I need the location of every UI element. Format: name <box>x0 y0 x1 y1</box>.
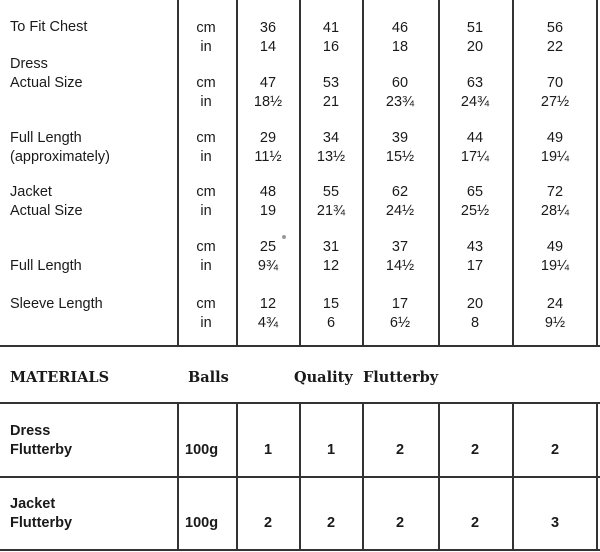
unit-cm: cm <box>196 75 216 91</box>
cell-in: 19¼ <box>540 149 570 165</box>
cell-cm: 15 <box>322 296 340 312</box>
col-rule-4-lower <box>362 403 364 551</box>
cell-in: 15½ <box>385 149 415 165</box>
ball-count: 1 <box>263 442 273 458</box>
ball-count: 2 <box>470 442 480 458</box>
unit-cm: cm <box>196 20 216 36</box>
col-rule-6 <box>512 0 514 346</box>
cell-in: 19 <box>259 203 277 219</box>
col-rule-2 <box>236 0 238 346</box>
material-row-label: Jacket <box>10 496 56 512</box>
row-label: Dress <box>10 56 48 72</box>
cell-cm: 41 <box>322 20 340 36</box>
row-label-line2: Actual Size <box>10 203 83 219</box>
unit-cm: cm <box>196 239 216 255</box>
cell-in: 11½ <box>254 149 282 165</box>
cell-cm: 31 <box>322 239 340 255</box>
unit-cm: cm <box>196 184 216 200</box>
cell-in: 14 <box>259 39 277 55</box>
cell-in: 21 <box>322 94 340 110</box>
cell-cm: 55 <box>322 184 340 200</box>
cell-in: 20 <box>466 39 484 55</box>
cell-cm: 39 <box>391 130 409 146</box>
cell-in: 18 <box>391 39 409 55</box>
cell-in: 28¼ <box>540 203 570 219</box>
quality-heading: Quality <box>294 369 353 386</box>
material-row-yarn: Flutterby <box>10 515 73 531</box>
cell-in: 18½ <box>253 94 283 110</box>
ball-count: 3 <box>550 515 560 531</box>
cell-in: 6 <box>326 315 336 331</box>
cell-cm: 56 <box>546 20 564 36</box>
col-rule-4 <box>362 0 364 346</box>
material-row-yarn: Flutterby <box>10 442 73 458</box>
cell-in: 13½ <box>316 149 346 165</box>
unit-in: in <box>200 94 212 110</box>
materials-heading: MATERIALS <box>10 369 110 386</box>
cell-in: 21¾ <box>316 203 346 219</box>
col-rule-6-lower <box>512 403 514 551</box>
cell-cm: 34 <box>322 130 340 146</box>
ball-count: 2 <box>395 442 405 458</box>
cell-cm: 49 <box>546 130 564 146</box>
cell-in: 24¾ <box>460 94 490 110</box>
cell-cm: 65 <box>466 184 484 200</box>
cell-in: 22 <box>546 39 564 55</box>
cell-cm: 44 <box>466 130 484 146</box>
row-label-line2: Actual Size <box>10 75 83 91</box>
cell-cm: 36 <box>259 20 277 36</box>
cell-cm: 46 <box>391 20 409 36</box>
unit-in: in <box>200 258 212 274</box>
unit-in: in <box>200 203 212 219</box>
row-label: Sleeve Length <box>10 296 103 312</box>
cell-cm: 43 <box>466 239 484 255</box>
cell-in: 12 <box>322 258 340 274</box>
ball-count: 2 <box>395 515 405 531</box>
cell-cm: 12 <box>259 296 277 312</box>
row-label-line2: (approximately) <box>10 149 110 165</box>
col-rule-2-lower <box>236 403 238 551</box>
balls-heading: Balls <box>188 369 229 386</box>
ball-count: 2 <box>550 442 560 458</box>
cell-in: 4¾ <box>257 315 279 331</box>
cell-cm: 70 <box>546 75 564 91</box>
cell-cm: 24 <box>546 296 564 312</box>
cell-in: 23¾ <box>385 94 415 110</box>
cell-in: 16 <box>322 39 340 55</box>
cell-cm: 29 <box>259 130 277 146</box>
col-rule-5-lower <box>438 403 440 551</box>
cell-cm: 63 <box>466 75 484 91</box>
unit-in: in <box>200 315 212 331</box>
col-rule-1 <box>177 0 179 346</box>
cell-in: 14½ <box>385 258 415 274</box>
ball-count: 1 <box>326 442 336 458</box>
material-row-label: Dress <box>10 423 51 439</box>
unit-cm: cm <box>196 296 216 312</box>
col-rule-1-lower <box>177 403 179 551</box>
unit-in: in <box>200 39 212 55</box>
col-rule-7-lower <box>596 403 598 551</box>
col-rule-3 <box>299 0 301 346</box>
cell-in: 9¾ <box>257 258 279 274</box>
cell-cm: 20 <box>466 296 484 312</box>
unit-cm: cm <box>196 130 216 146</box>
cell-cm: 48 <box>259 184 277 200</box>
ball-weight: 100g <box>185 442 219 458</box>
cell-cm: 51 <box>466 20 484 36</box>
row-label: Jacket <box>10 184 52 200</box>
cell-in: 8 <box>470 315 480 331</box>
ball-count: 2 <box>263 515 273 531</box>
row-label: To Fit Chest <box>10 19 88 35</box>
cell-cm: 47 <box>259 75 277 91</box>
cell-in: 19¼ <box>540 258 570 274</box>
col-rule-3-lower <box>299 403 301 551</box>
cell-in: 6½ <box>389 315 411 331</box>
ball-count: 2 <box>326 515 336 531</box>
cell-cm: 72 <box>546 184 564 200</box>
ball-count: 2 <box>470 515 480 531</box>
cell-in: 24½ <box>385 203 415 219</box>
quality-name: Flutterby <box>363 369 439 386</box>
cell-cm: 62 <box>391 184 409 200</box>
print-speck <box>282 235 286 239</box>
cell-in: 25½ <box>460 203 490 219</box>
cell-in: 17 <box>466 258 484 274</box>
col-rule-5 <box>438 0 440 346</box>
col-rule-7 <box>596 0 598 346</box>
cell-cm: 60 <box>391 75 409 91</box>
cell-in: 9½ <box>544 315 566 331</box>
cell-in: 17¼ <box>460 149 490 165</box>
cell-cm: 25 <box>259 239 277 255</box>
ball-weight: 100g <box>185 515 219 531</box>
cell-cm: 37 <box>391 239 409 255</box>
row-label: Full Length <box>10 258 82 274</box>
cell-cm: 49 <box>546 239 564 255</box>
unit-in: in <box>200 149 212 165</box>
cell-in: 27½ <box>540 94 570 110</box>
cell-cm: 17 <box>391 296 409 312</box>
cell-cm: 53 <box>322 75 340 91</box>
row-label: Full Length <box>10 130 82 146</box>
